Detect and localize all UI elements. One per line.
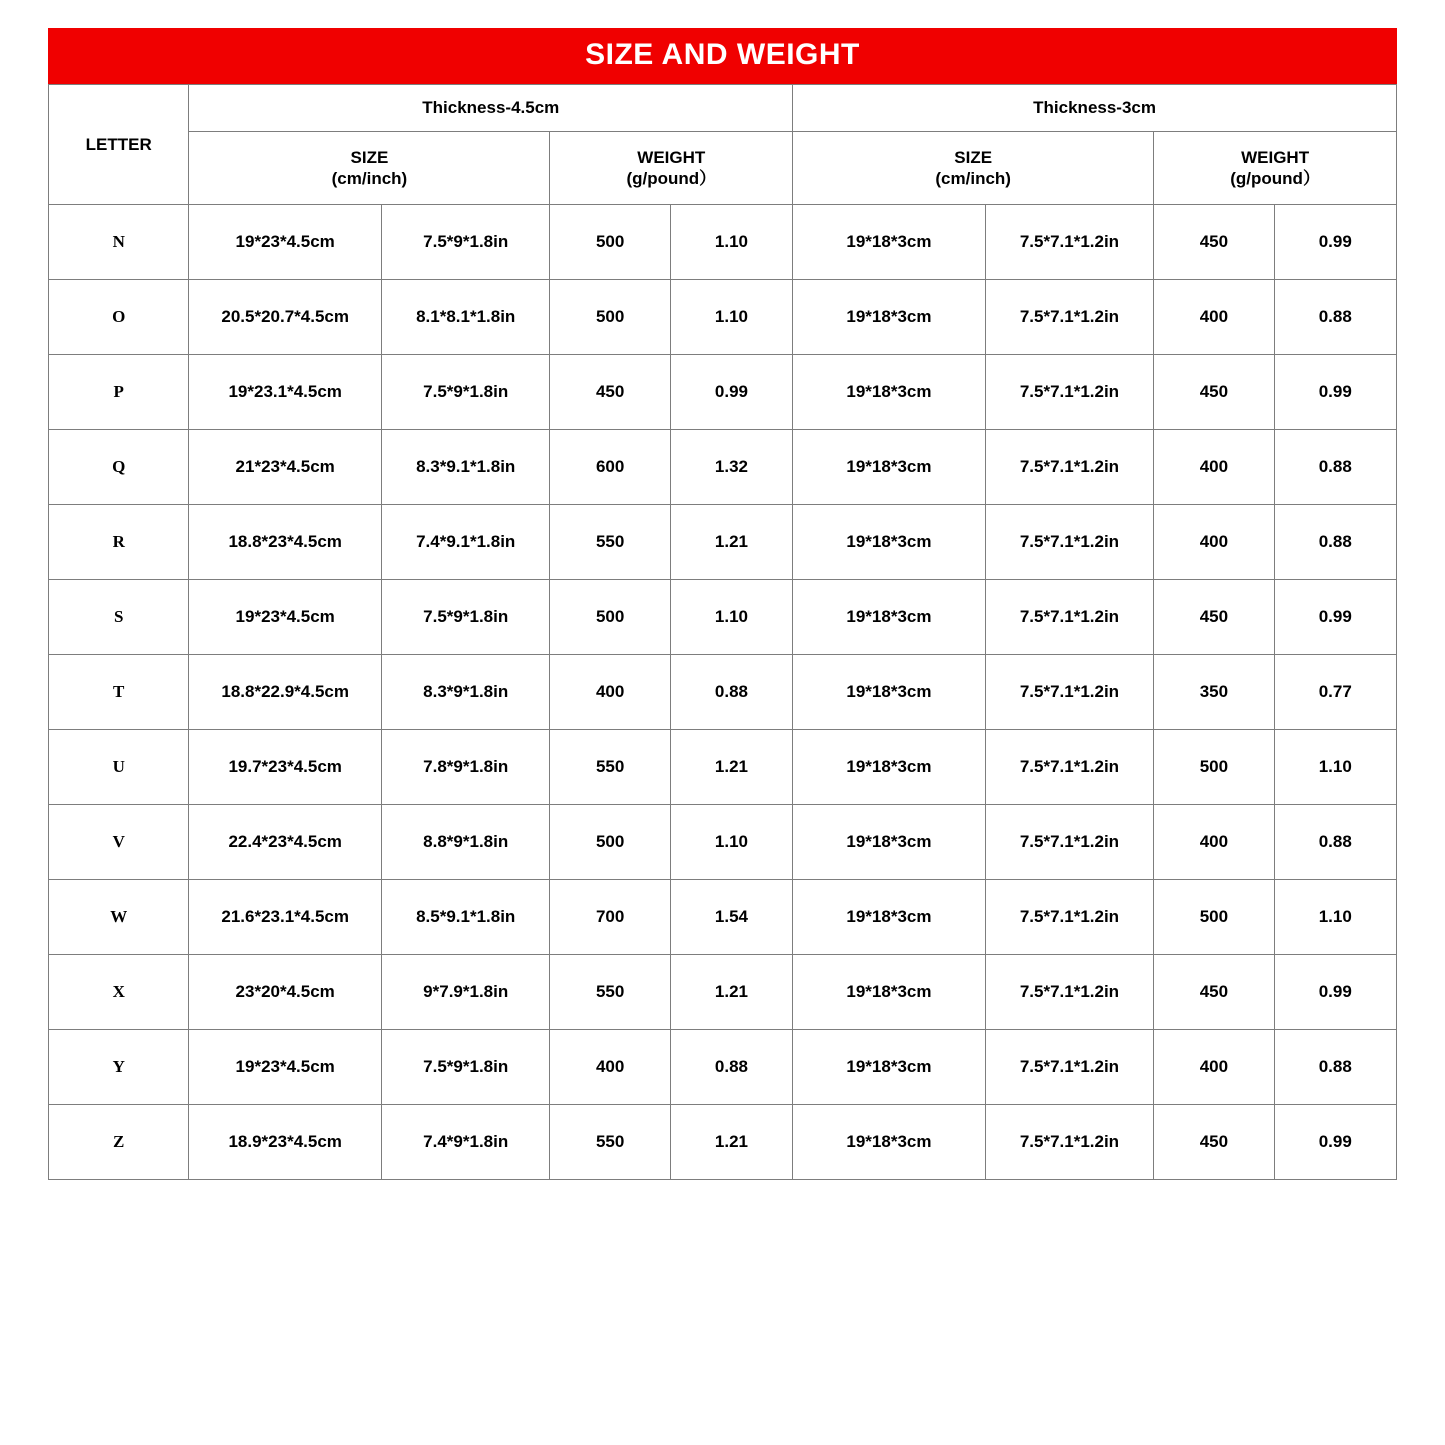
header-size-45: [189, 132, 550, 205]
table-row: [49, 805, 1397, 880]
cell-size-cm-3: 19*18*3cm: [793, 880, 986, 955]
table-row: [49, 880, 1397, 955]
header-group-thickness-3: Thickness-3cm: [793, 85, 1397, 132]
cell-letter: V: [49, 805, 189, 880]
cell-letter: X: [49, 955, 189, 1030]
cell-size-in-3: 7.5*7.1*1.2in: [985, 655, 1153, 730]
cell-weight-g-45: 500: [550, 805, 670, 880]
cell-weight-g-45: 550: [550, 730, 670, 805]
cell-weight-g-3: 450: [1154, 955, 1274, 1030]
cell-weight-lb-3: 0.88: [1274, 505, 1396, 580]
cell-size-in-45: 7.8*9*1.8in: [381, 730, 549, 805]
cell-weight-lb-3: 0.99: [1274, 1105, 1396, 1180]
cell-weight-lb-45: 1.21: [670, 955, 792, 1030]
cell-letter: Z: [49, 1105, 189, 1180]
header-weight-label-3: WEIGHT: [1241, 147, 1310, 167]
cell-size-cm-3: 19*18*3cm: [793, 955, 986, 1030]
table-row: [49, 205, 1397, 280]
cell-weight-g-3: 450: [1154, 1105, 1274, 1180]
cell-size-in-45: 8.3*9.1*1.8in: [381, 430, 549, 505]
cell-size-in-45: 7.4*9.1*1.8in: [381, 505, 549, 580]
cell-size-in-3: 7.5*7.1*1.2in: [985, 355, 1153, 430]
cell-weight-lb-3: 0.88: [1274, 430, 1396, 505]
cell-weight-g-3: 450: [1154, 205, 1274, 280]
cell-size-in-3: 7.5*7.1*1.2in: [985, 1105, 1153, 1180]
table-body: [49, 205, 1397, 1180]
cell-weight-g-3: 450: [1154, 355, 1274, 430]
cell-weight-g-45: 500: [550, 580, 670, 655]
cell-weight-g-45: 600: [550, 430, 670, 505]
cell-size-in-45: 8.8*9*1.8in: [381, 805, 549, 880]
table-row: [49, 1105, 1397, 1180]
cell-weight-g-45: 550: [550, 1105, 670, 1180]
cell-size-cm-3: 19*18*3cm: [793, 655, 986, 730]
header-letter: LETTER: [49, 85, 189, 205]
cell-size-cm-3: 19*18*3cm: [793, 280, 986, 355]
size-weight-table: [48, 84, 1397, 1180]
cell-size-cm-45: 20.5*20.7*4.5cm: [189, 280, 382, 355]
cell-size-cm-45: 18.8*22.9*4.5cm: [189, 655, 382, 730]
header-group-thickness-45: Thickness-4.5cm: [189, 85, 793, 132]
cell-size-in-45: 8.1*8.1*1.8in: [381, 280, 549, 355]
header-weight-3: [1154, 132, 1397, 205]
cell-size-in-45: 7.5*9*1.8in: [381, 1030, 549, 1105]
cell-size-cm-45: 19*23.1*4.5cm: [189, 355, 382, 430]
cell-size-cm-3: 19*18*3cm: [793, 805, 986, 880]
header-size-3: [793, 132, 1154, 205]
cell-weight-g-3: 500: [1154, 730, 1274, 805]
table-row: [49, 505, 1397, 580]
cell-weight-lb-45: 1.21: [670, 730, 792, 805]
cell-size-in-45: 9*7.9*1.8in: [381, 955, 549, 1030]
cell-size-in-45: 8.5*9.1*1.8in: [381, 880, 549, 955]
cell-weight-g-3: 400: [1154, 1030, 1274, 1105]
header-weight-45: [550, 132, 793, 205]
cell-size-cm-3: 19*18*3cm: [793, 730, 986, 805]
cell-size-in-3: 7.5*7.1*1.2in: [985, 505, 1153, 580]
header-size-label-3: SIZE: [954, 147, 993, 167]
cell-weight-lb-3: 0.88: [1274, 1030, 1396, 1105]
cell-weight-lb-3: 0.77: [1274, 655, 1396, 730]
cell-weight-lb-45: 0.88: [670, 1030, 792, 1105]
cell-size-cm-45: 21*23*4.5cm: [189, 430, 382, 505]
cell-size-in-3: 7.5*7.1*1.2in: [985, 1030, 1153, 1105]
header-weight-unit-3: (g/pound）: [1230, 169, 1320, 188]
cell-size-cm-45: 19.7*23*4.5cm: [189, 730, 382, 805]
header-size-unit-3: (cm/inch): [935, 169, 1011, 188]
cell-size-in-3: 7.5*7.1*1.2in: [985, 280, 1153, 355]
cell-weight-lb-3: 0.99: [1274, 955, 1396, 1030]
header-weight-label-45: WEIGHT: [637, 147, 706, 167]
cell-size-cm-3: 19*18*3cm: [793, 1030, 986, 1105]
cell-weight-g-45: 400: [550, 655, 670, 730]
table-row: [49, 655, 1397, 730]
cell-weight-g-45: 450: [550, 355, 670, 430]
cell-weight-lb-45: 1.10: [670, 805, 792, 880]
cell-weight-lb-45: 1.54: [670, 880, 792, 955]
cell-size-in-45: 7.5*9*1.8in: [381, 205, 549, 280]
cell-size-cm-3: 19*18*3cm: [793, 505, 986, 580]
cell-size-cm-3: 19*18*3cm: [793, 1105, 986, 1180]
header-size-label-45: SIZE: [350, 147, 389, 167]
table-head: [49, 85, 1397, 205]
cell-size-cm-45: 19*23*4.5cm: [189, 1030, 382, 1105]
cell-weight-lb-45: 0.99: [670, 355, 792, 430]
cell-weight-g-3: 500: [1154, 880, 1274, 955]
cell-size-in-45: 7.4*9*1.8in: [381, 1105, 549, 1180]
cell-weight-lb-3: 0.88: [1274, 280, 1396, 355]
cell-size-cm-45: 21.6*23.1*4.5cm: [189, 880, 382, 955]
cell-weight-lb-45: 1.21: [670, 505, 792, 580]
cell-size-cm-3: 19*18*3cm: [793, 205, 986, 280]
table-row: [49, 580, 1397, 655]
cell-size-in-3: 7.5*7.1*1.2in: [985, 730, 1153, 805]
table-row: [49, 430, 1397, 505]
cell-weight-lb-45: 1.32: [670, 430, 792, 505]
cell-letter: S: [49, 580, 189, 655]
cell-size-cm-3: 19*18*3cm: [793, 430, 986, 505]
cell-letter: U: [49, 730, 189, 805]
cell-size-in-3: 7.5*7.1*1.2in: [985, 205, 1153, 280]
cell-size-cm-45: 19*23*4.5cm: [189, 205, 382, 280]
cell-weight-lb-45: 1.10: [670, 580, 792, 655]
cell-weight-lb-3: 0.99: [1274, 580, 1396, 655]
cell-weight-lb-3: 1.10: [1274, 880, 1396, 955]
cell-weight-lb-45: 1.10: [670, 280, 792, 355]
cell-size-in-45: 7.5*9*1.8in: [381, 580, 549, 655]
table-row: [49, 955, 1397, 1030]
cell-size-in-3: 7.5*7.1*1.2in: [985, 430, 1153, 505]
cell-letter: Q: [49, 430, 189, 505]
cell-size-in-3: 7.5*7.1*1.2in: [985, 580, 1153, 655]
page-title: SIZE AND WEIGHT: [48, 28, 1397, 84]
cell-size-cm-45: 19*23*4.5cm: [189, 580, 382, 655]
cell-letter: P: [49, 355, 189, 430]
cell-letter: O: [49, 280, 189, 355]
cell-weight-lb-45: 0.88: [670, 655, 792, 730]
cell-weight-lb-3: 1.10: [1274, 730, 1396, 805]
cell-weight-g-45: 550: [550, 505, 670, 580]
cell-weight-g-45: 550: [550, 955, 670, 1030]
header-row-groups: [49, 85, 1397, 132]
cell-weight-g-3: 400: [1154, 280, 1274, 355]
cell-weight-g-45: 500: [550, 205, 670, 280]
cell-size-in-3: 7.5*7.1*1.2in: [985, 955, 1153, 1030]
header-weight-unit-45: (g/pound）: [626, 169, 717, 188]
table-row: [49, 1030, 1397, 1105]
cell-size-in-45: 7.5*9*1.8in: [381, 355, 549, 430]
cell-size-cm-45: 22.4*23*4.5cm: [189, 805, 382, 880]
cell-size-cm-45: 18.8*23*4.5cm: [189, 505, 382, 580]
cell-letter: R: [49, 505, 189, 580]
cell-letter: T: [49, 655, 189, 730]
cell-size-cm-45: 23*20*4.5cm: [189, 955, 382, 1030]
cell-weight-g-45: 500: [550, 280, 670, 355]
cell-weight-g-45: 700: [550, 880, 670, 955]
cell-weight-g-3: 400: [1154, 505, 1274, 580]
table-row: [49, 730, 1397, 805]
cell-weight-lb-45: 1.10: [670, 205, 792, 280]
cell-size-cm-45: 18.9*23*4.5cm: [189, 1105, 382, 1180]
table-row: [49, 355, 1397, 430]
cell-size-in-45: 8.3*9*1.8in: [381, 655, 549, 730]
cell-size-cm-3: 19*18*3cm: [793, 580, 986, 655]
cell-weight-g-3: 400: [1154, 805, 1274, 880]
table-row: [49, 280, 1397, 355]
cell-letter: W: [49, 880, 189, 955]
cell-letter: Y: [49, 1030, 189, 1105]
cell-weight-lb-3: 0.99: [1274, 355, 1396, 430]
cell-weight-lb-3: 0.88: [1274, 805, 1396, 880]
cell-weight-g-3: 400: [1154, 430, 1274, 505]
cell-weight-lb-45: 1.21: [670, 1105, 792, 1180]
cell-weight-lb-3: 0.99: [1274, 205, 1396, 280]
cell-size-in-3: 7.5*7.1*1.2in: [985, 805, 1153, 880]
header-size-unit-45: (cm/inch): [331, 169, 408, 188]
cell-weight-g-45: 400: [550, 1030, 670, 1105]
cell-size-in-3: 7.5*7.1*1.2in: [985, 880, 1153, 955]
cell-weight-g-3: 450: [1154, 580, 1274, 655]
cell-size-cm-3: 19*18*3cm: [793, 355, 986, 430]
cell-weight-g-3: 350: [1154, 655, 1274, 730]
header-row-subs: [49, 132, 1397, 205]
cell-letter: N: [49, 205, 189, 280]
